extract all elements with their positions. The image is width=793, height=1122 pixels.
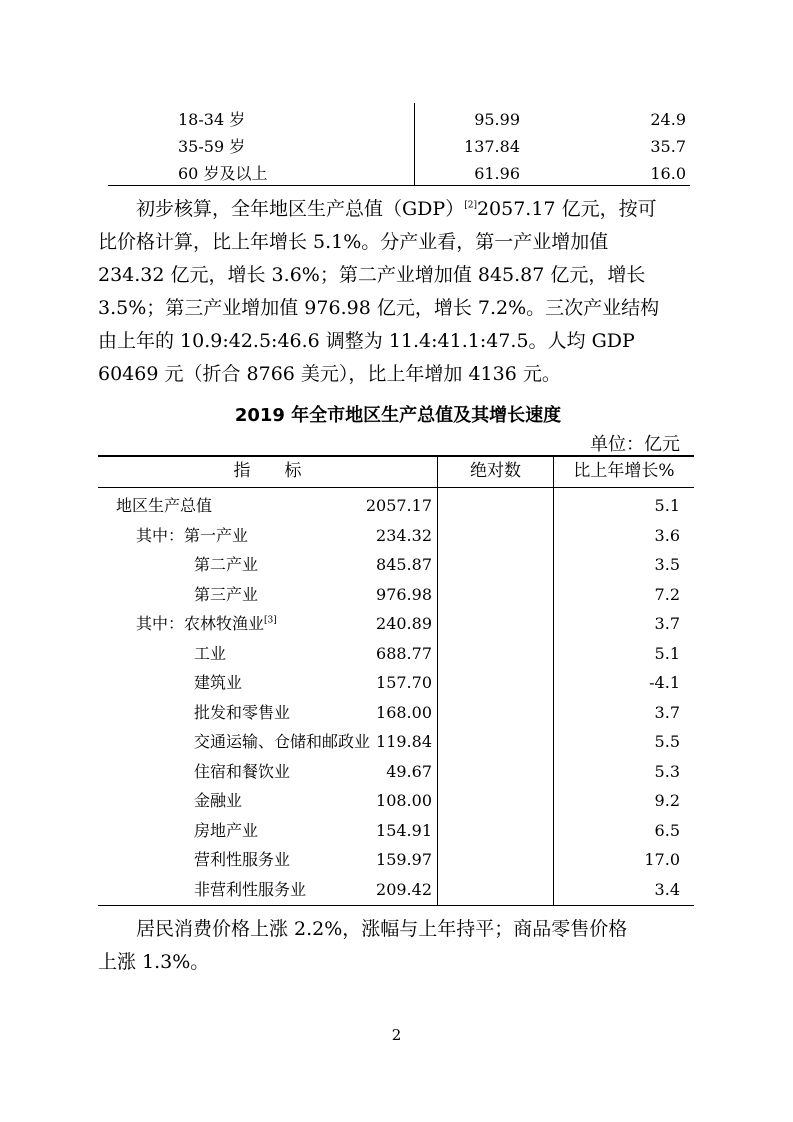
paragraph-line: 3.5%；第三产业增加值 976.98 亿元，增长 7.2%。三次产业结构 <box>98 297 660 319</box>
row-absolute-value: 209.42 <box>376 879 432 899</box>
header-growth: 比上年增长% <box>573 461 675 481</box>
row-growth-value: 3.6 <box>654 525 680 545</box>
paragraph-line: 比价格计算，比上年增长 5.1%。分产业看，第一产业增加值 <box>98 231 609 253</box>
row-absolute-value: 845.87 <box>376 555 432 574</box>
row-growth-value: 5.1 <box>654 496 680 515</box>
paragraph-line: 初步核算，全年地区生产总值（GDP）[2]2057.17 亿元，按可 <box>136 198 657 220</box>
table-row <box>98 609 694 639</box>
row-absolute-value: 159.97 <box>376 850 432 869</box>
table-row <box>108 134 690 160</box>
footnote-ref[interactable]: [2] <box>464 200 477 211</box>
header-indicator: 指 标 <box>233 461 302 481</box>
row-absolute-value: 108.00 <box>376 791 432 810</box>
row-label: 其中：第一产业 <box>136 525 249 545</box>
table-row <box>98 639 694 669</box>
age-group-table <box>108 103 690 185</box>
row-value: 61.96 <box>474 164 520 183</box>
table-row <box>98 668 694 698</box>
row-percent: 16.0 <box>650 164 686 183</box>
row-growth-value: 5.1 <box>654 643 680 663</box>
row-label: 第三产业 <box>194 584 259 604</box>
table-bottom-rule <box>108 185 690 186</box>
table-header-rule <box>98 487 694 488</box>
row-label: 第二产业 <box>194 555 259 574</box>
footnote-ref[interactable]: [3] <box>264 615 277 626</box>
table-bottom-rule <box>98 905 694 906</box>
row-label: 建筑业 <box>194 673 243 692</box>
row-label: 房地产业 <box>194 820 259 840</box>
table-row <box>98 491 694 521</box>
paragraph-line: 234.32 亿元，增长 3.6%；第二产业增加值 845.87 亿元，增长 <box>98 264 646 286</box>
row-label: 工业 <box>194 643 227 663</box>
row-label: 营利性服务业 <box>194 850 291 869</box>
row-absolute-value: 976.98 <box>376 584 432 604</box>
paragraph-line: 上涨 1.3%。 <box>98 951 210 973</box>
row-absolute-value: 154.91 <box>376 820 432 840</box>
row-growth-value: -4.1 <box>649 673 680 692</box>
header-absolute: 绝对数 <box>470 461 521 481</box>
row-absolute-value: 49.67 <box>386 761 432 781</box>
row-absolute-value: 119.84 <box>376 732 432 751</box>
table-row <box>98 786 694 816</box>
row-label: 其中：农林牧渔业[3] <box>136 614 277 633</box>
table-row <box>98 845 694 875</box>
row-label: 住宿和餐饮业 <box>194 761 291 781</box>
table-row <box>98 521 694 551</box>
table-row <box>108 161 690 187</box>
row-growth-value: 3.4 <box>654 879 680 899</box>
row-absolute-value: 157.70 <box>376 673 432 692</box>
row-label: 批发和零售业 <box>194 702 291 722</box>
row-percent: 35.7 <box>650 137 686 156</box>
table-row <box>98 580 694 610</box>
row-label: 35-59 岁 <box>178 137 246 156</box>
table-unit: 单位：亿元 <box>590 434 680 455</box>
row-label: 交通运输、仓储和邮政业 <box>194 732 371 751</box>
row-label: 金融业 <box>194 791 243 810</box>
row-label: 非营利性服务业 <box>194 879 307 899</box>
table-row <box>98 875 694 905</box>
row-absolute-value: 240.89 <box>376 614 432 633</box>
paragraph-line: 60469 元（折合 8766 美元），比上年增加 4136 元。 <box>98 363 561 385</box>
page-number: 2 <box>391 1026 402 1044</box>
row-growth-value: 3.7 <box>654 702 680 722</box>
gdp-paragraph <box>98 193 698 391</box>
paragraph-line: 由上年的 10.9:42.5:46.6 调整为 11.4:41.1:47.5。人均 GDP <box>98 330 635 352</box>
row-absolute-value: 688.77 <box>376 643 432 663</box>
row-growth-value: 6.5 <box>654 820 680 840</box>
row-growth-value: 3.5 <box>654 555 680 574</box>
row-value: 137.84 <box>464 137 520 156</box>
row-label: 60 岁及以上 <box>178 164 268 183</box>
paragraph-line: 居民消费价格上涨 2.2%，涨幅与上年持平；商品零售价格 <box>136 918 628 940</box>
row-growth-value: 7.2 <box>654 584 680 604</box>
table-row <box>98 698 694 728</box>
row-growth-value: 17.0 <box>644 850 680 869</box>
row-label: 地区生产总值 <box>116 496 213 515</box>
table-row <box>98 757 694 787</box>
row-absolute-value: 2057.17 <box>365 496 432 515</box>
table-row <box>98 550 694 580</box>
row-growth-value: 5.3 <box>654 761 680 781</box>
cpi-paragraph <box>98 913 698 979</box>
table-row <box>98 816 694 846</box>
row-growth-value: 9.2 <box>654 791 680 810</box>
row-growth-value: 3.7 <box>654 614 680 633</box>
row-label: 18-34 岁 <box>178 110 246 129</box>
row-growth-value: 5.5 <box>654 732 680 751</box>
row-percent: 24.9 <box>650 110 686 129</box>
row-absolute-value: 168.00 <box>376 702 432 722</box>
table-title: 2019 年全市地区生产总值及其增长速度 <box>234 405 562 426</box>
row-absolute-value: 234.32 <box>376 525 432 545</box>
gdp-table <box>98 455 694 906</box>
table-row <box>98 727 694 757</box>
table-row <box>108 107 690 133</box>
row-value: 95.99 <box>474 110 520 129</box>
